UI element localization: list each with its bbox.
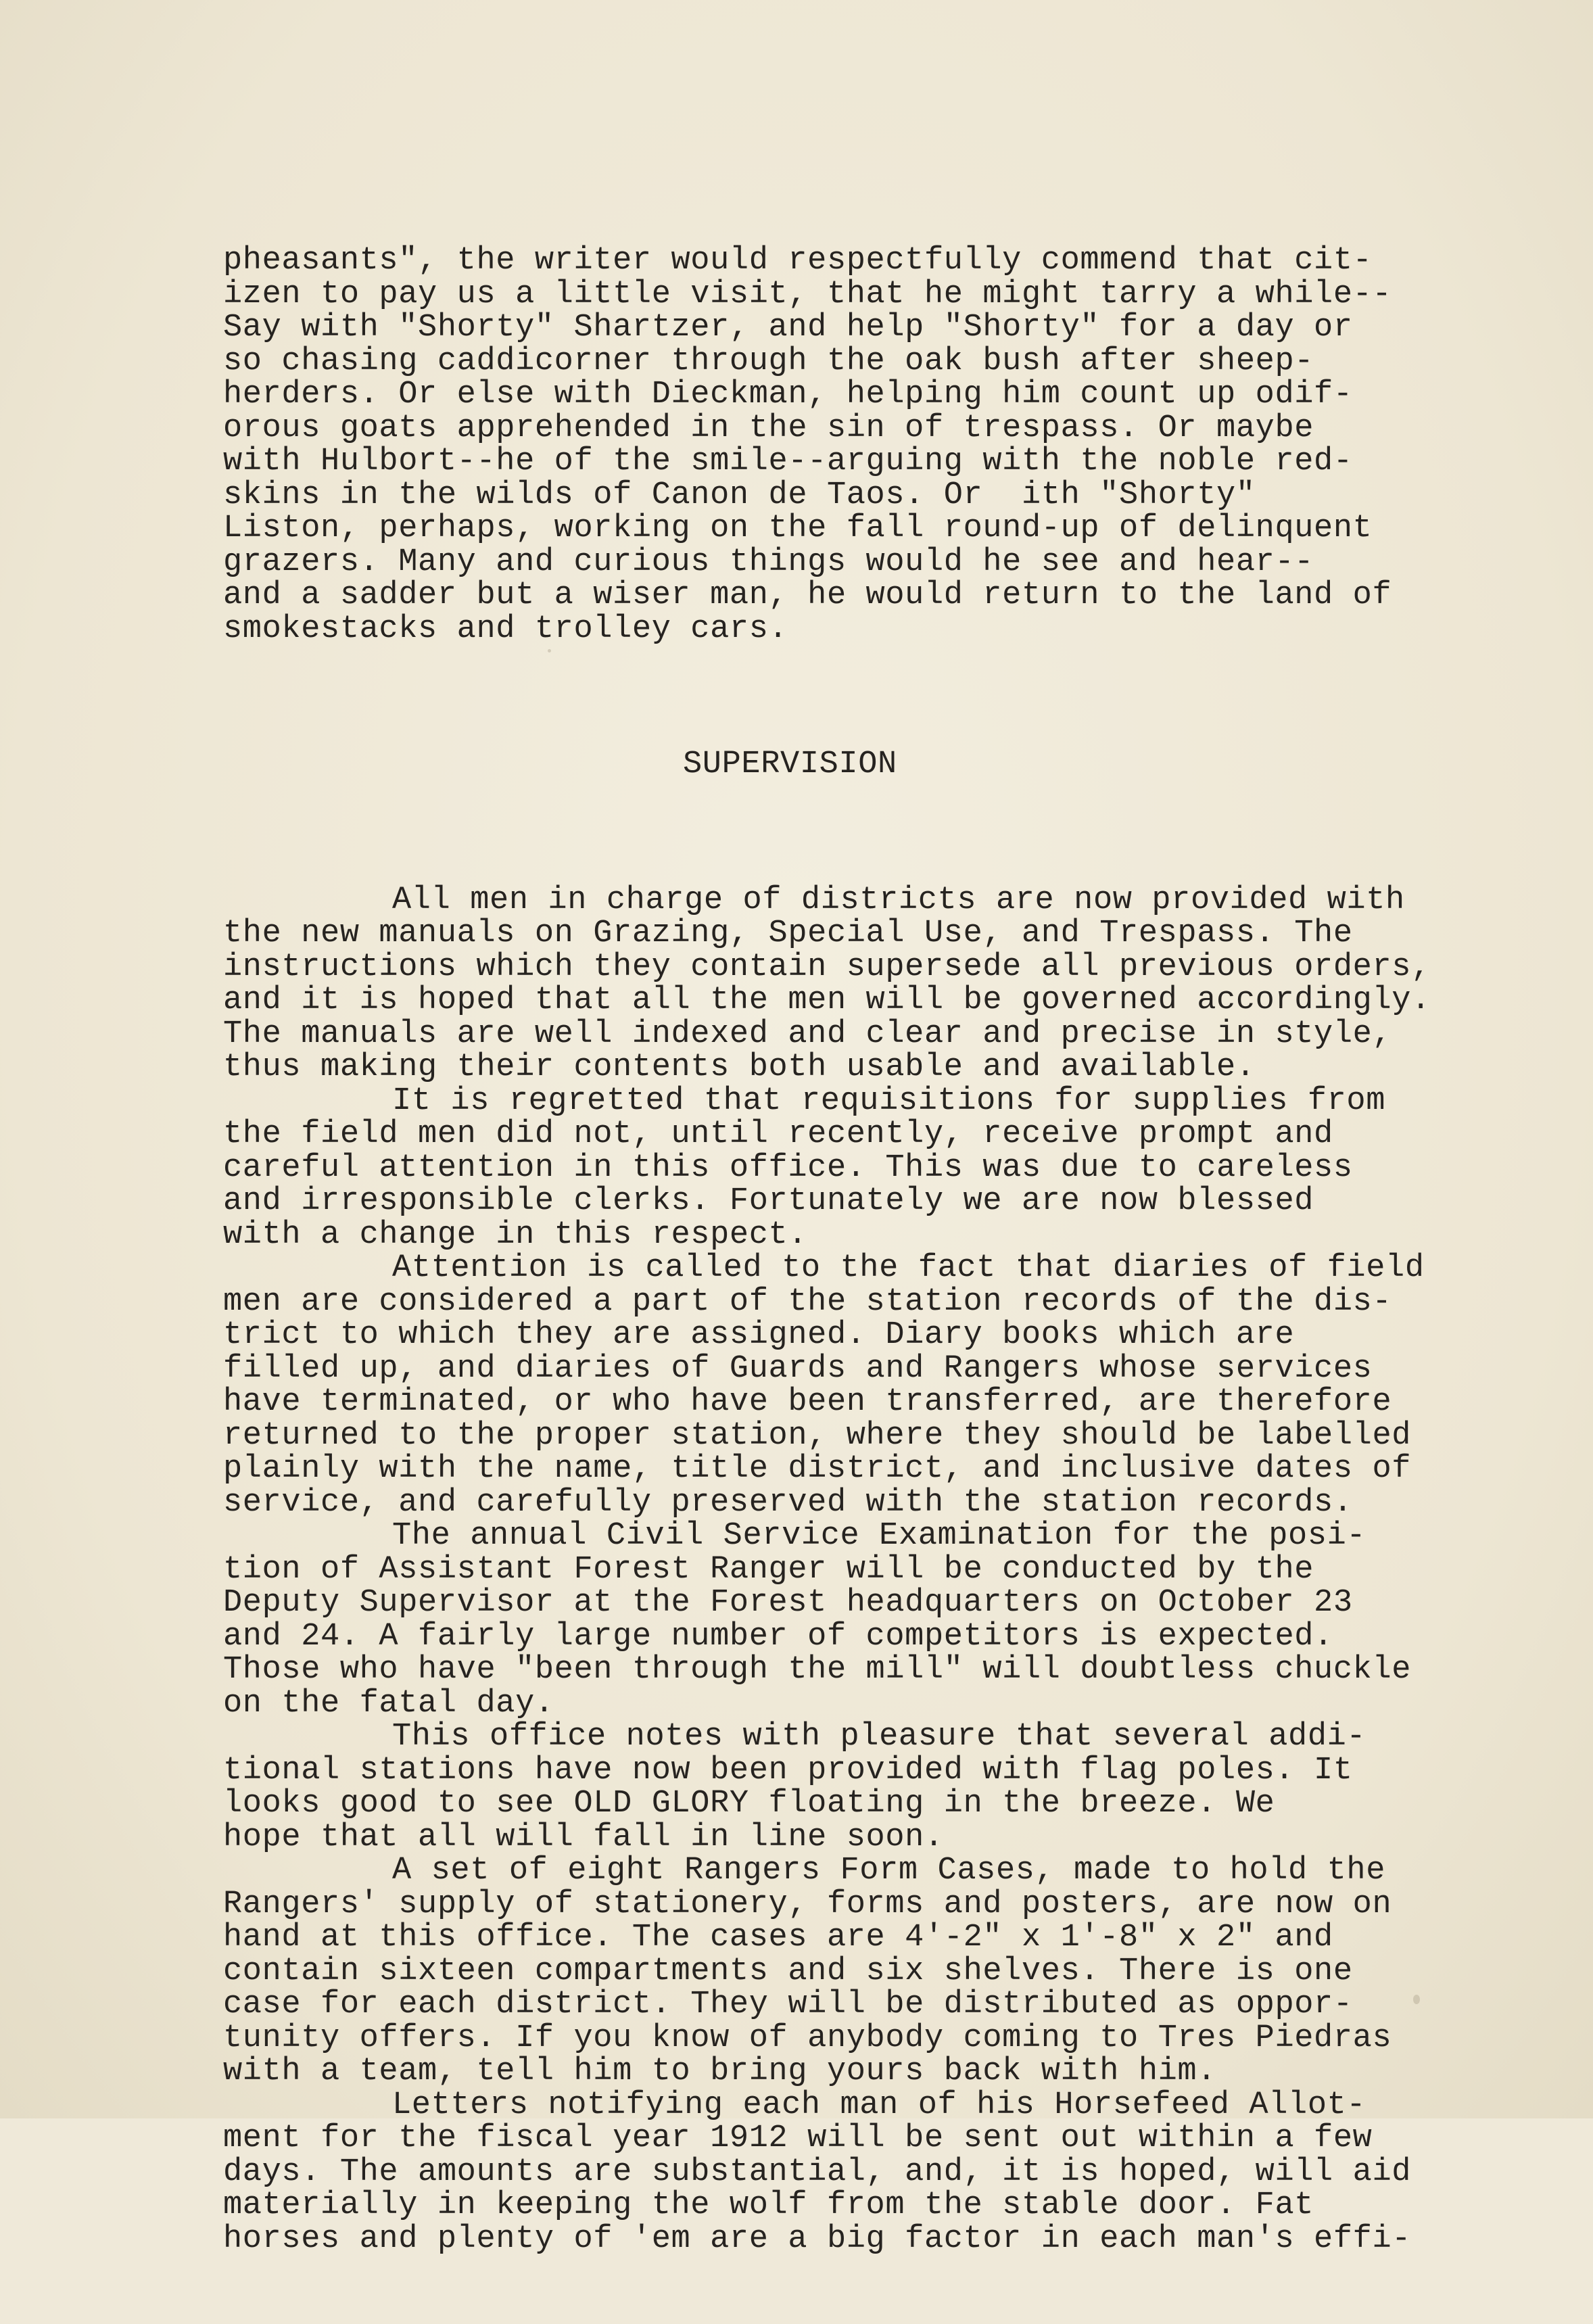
text-line: Liston, perhaps, working on the fall round-up of delinquent: [223, 511, 1373, 546]
text-line: with a team, tell him to bring yours back with him.: [223, 2054, 1217, 2089]
text-line: filled up, and diaries of Guards and Rangers whose services: [223, 1350, 1373, 1387]
paragraph-first-line: Letters notifying each man of his Horsefeed Allot-: [392, 2087, 1366, 2123]
text-line: tional stations have now been provided with flag poles. It: [223, 1752, 1353, 1788]
paragraph-first-line: All men in charge of districts are now provided with: [392, 882, 1405, 918]
paragraph-first-line: The annual Civil Service Examination for the posi-: [392, 1518, 1366, 1554]
text-line: thus making their contents both usable and available.: [223, 1049, 1256, 1085]
text-line: and a sadder but a wiser man, he would return to the land of: [223, 577, 1392, 613]
supervision-section: [223, 884, 1508, 2256]
text-line: Deputy Supervisor at the Forest headquarters on October 23: [223, 1585, 1353, 1621]
text-line: herders. Or else with Dieckman, helping him count up odif-: [223, 377, 1353, 412]
text-line: looks good to see OLD GLORY floating in the breeze. We: [223, 1786, 1275, 1822]
text-line: so chasing caddicorner through the oak bush after sheep-: [223, 343, 1314, 379]
text-line: skins in the wilds of Canon de Taos. Or ith "Shorty": [223, 477, 1256, 513]
text-line: tion of Assistant Forest Ranger will be conducted by the: [223, 1551, 1314, 1588]
text-line: men are considered a part of the station records of the dis-: [223, 1283, 1392, 1320]
text-line: hope that all will fall in line soon.: [223, 1819, 944, 1855]
text-line: The manuals are well indexed and clear and precise in style,: [223, 1016, 1392, 1052]
text-line: and it is hoped that all the men will be governed accordingly.: [223, 982, 1431, 1018]
text-line: case for each district. They will be distributed as oppor-: [223, 1987, 1353, 2022]
paragraph-first-line: It is regretted that requisitions for supplies from: [392, 1083, 1386, 1119]
text-line: hand at this office. The cases are 4'-2" x 1'-8" x 2" and: [223, 1920, 1333, 1955]
text-line: pheasants", the writer would respectfully commend that cit-: [223, 243, 1373, 279]
text-line: instructions which they contain supersede all previous orders,: [223, 949, 1431, 985]
document-text: [223, 177, 1508, 2323]
text-line: grazers. Many and curious things would he see and hear--: [223, 544, 1314, 580]
text-line: have terminated, or who have been transferred, are therefore: [223, 1384, 1392, 1420]
text-line: contain sixteen compartments and six shelves. There is one: [223, 1953, 1353, 1989]
text-line: on the fatal day.: [223, 1685, 554, 1722]
text-line: Say with "Shorty" Shartzer, and help "Shorty" for a day or: [223, 310, 1353, 346]
text-line: the field men did not, until recently, receive prompt and: [223, 1116, 1333, 1152]
text-line: materially in keeping the wolf from the stable door. Fat: [223, 2187, 1314, 2223]
text-line: orous goats apprehended in the sin of trespass. Or maybe: [223, 410, 1314, 446]
text-line: ment for the fiscal year 1912 will be sent out within a few: [223, 2120, 1373, 2156]
text-line: service, and carefully preserved with the station records.: [223, 1484, 1353, 1521]
intro-paragraph: [223, 244, 1508, 646]
text-line: Those who have "been through the mill" will doubtless chuckle: [223, 1652, 1412, 1688]
paragraph-first-line: Attention is called to the fact that diaries of field: [392, 1250, 1425, 1286]
text-line: with a change in this respect.: [223, 1216, 808, 1253]
text-line: horses and plenty of 'em are a big factor in each man's effi-: [223, 2221, 1412, 2257]
text-line: trict to which they are assigned. Diary books which are: [223, 1317, 1295, 1353]
text-line: izen to pay us a little visit, that he might tarry a while--: [223, 276, 1392, 312]
text-line: returned to the proper station, where they should be labelled: [223, 1417, 1412, 1454]
paragraph-first-line: A set of eight Rangers Form Cases, made to hold the: [392, 1853, 1386, 1889]
text-line: Rangers' supply of stationery, forms and posters, are now on: [223, 1886, 1392, 1922]
paragraph-first-line: This office notes with pleasure that several addi-: [392, 1719, 1366, 1755]
text-line: the new manuals on Grazing, Special Use, and Trespass. The: [223, 916, 1353, 951]
text-line: with Hulbort--he of the smile--arguing with the noble red-: [223, 444, 1353, 479]
text-line: and 24. A fairly large number of competitors is expected.: [223, 1618, 1333, 1655]
text-line: plainly with the name, title district, and inclusive dates of: [223, 1451, 1412, 1487]
text-line: smokestacks and trolley cars.: [223, 611, 788, 647]
section-heading: SUPERVISION: [683, 746, 897, 782]
text-line: careful attention in this office. This was due to careless: [223, 1149, 1353, 1186]
text-line: and irresponsible clerks. Fortunately we are now blessed: [223, 1183, 1314, 1219]
text-line: days. The amounts are substantial, and, it is hoped, will aid: [223, 2154, 1412, 2190]
text-line: tunity offers. If you know of anybody coming to Tres Piedras: [223, 2020, 1392, 2056]
